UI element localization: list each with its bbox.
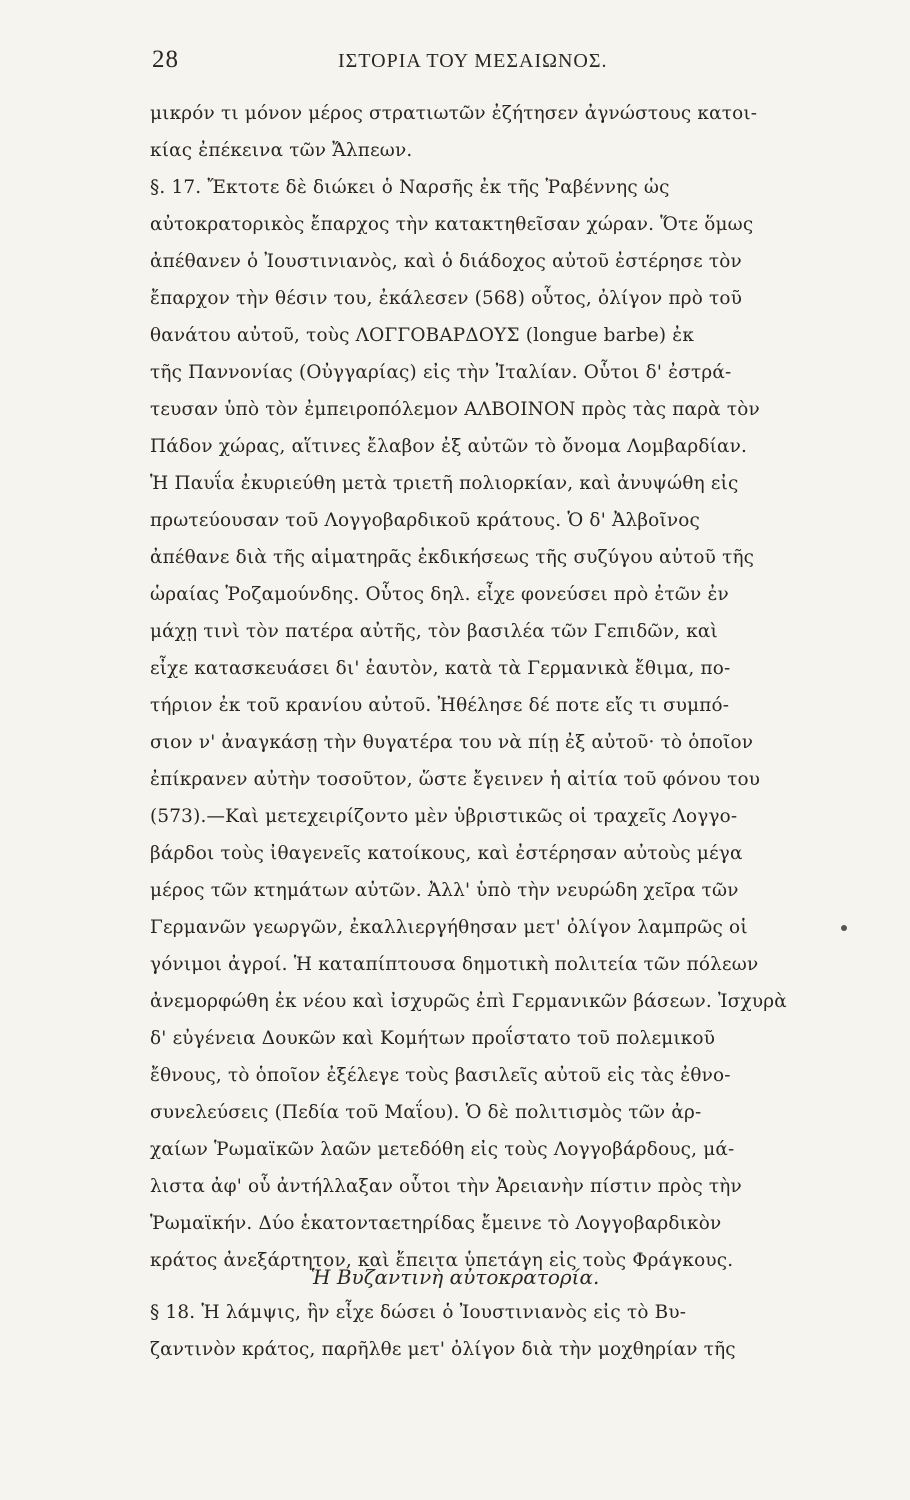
text-line: ἐπίκρανεν αὐτὴν τοσοῦτον, ὥστε ἔγεινεν ἡ αἰτία τοῦ φόνου του — [150, 769, 761, 790]
text-line: μέρος τῶν κτημάτων αὐτῶν. Ἀλλ' ὑπὸ τὴν νευρώδη χεῖρα τῶν — [150, 880, 739, 901]
text-line: δ' εὐγένεια Δουκῶν καὶ Κομήτων προΐστατο τοῦ πολεμικοῦ — [150, 1028, 716, 1049]
text-line: γόνιμοι ἀγροί. Ἡ καταπίπτουσα δημοτικὴ πολιτεία τῶν πόλεων — [150, 954, 759, 975]
text-line: κίας ἐπέκεινα τῶν Ἄλπεων. — [150, 140, 413, 161]
text-line: Πάδον χώρας, αἵτινες ἔλαβον ἐξ αὐτῶν τὸ ὄνομα Λομβαρδίαν. — [150, 436, 748, 457]
text-line: ἀπέθανε διὰ τῆς αἱματηρᾶς ἐκδικήσεως τῆς συζύγου αὐτοῦ τῆς — [150, 547, 755, 568]
text-line: ἔπαρχον τὴν θέσιν του, ἐκάλεσεν (568) οὗτος, ὀλίγον πρὸ τοῦ — [150, 288, 743, 309]
text-line: ζαντινὸν κράτος, παρῆλθε μετ' ὀλίγον διὰ τὴν μοχθηρίαν τῆς — [150, 1339, 736, 1360]
text-line: θανάτου αὐτοῦ, τοὺς ΛΟΓΓΟΒΑΡΔΟΥΣ (longue barbe) ἐκ — [150, 325, 695, 346]
text-line: Ῥωμαϊκήν. Δύο ἑκατονταετηρίδας ἔμεινε τὸ Λογγοβαρδικὸν — [150, 1213, 722, 1234]
page-number: 28 — [152, 46, 179, 73]
text-line: ὡραίας Ῥοζαμούνδης. Οὗτος δηλ. εἶχε φονεύσει πρὸ ἐτῶν ἐν — [150, 584, 729, 605]
page-header — [152, 46, 662, 78]
section-heading: Ἡ Βυζαντινὴ αὐτοκρατορία. — [310, 1265, 600, 1289]
text-line: ἀνεμορφώθη ἐκ νέου καὶ ἰσχυρῶς ἐπὶ Γερμανικῶν βάσεων. Ἰσχυρὰ — [150, 991, 787, 1012]
text-line: κράτος ἀνεξάρτητον, καὶ ἔπειτα ὑπετάγη εἰς τοὺς Φράγκους. — [150, 1250, 734, 1271]
text-line: ἔθνους, τὸ ὁποῖον ἐξέλεγε τοὺς βασιλεῖς αὐτοῦ εἰς τὰς ἐθνο- — [150, 1065, 731, 1086]
text-line: § 18. Ἡ λάμψις, ἣν εἶχε δώσει ὁ Ἰουστινιανὸς εἰς τὸ Βυ- — [150, 1302, 687, 1323]
text-line: σιον ν' ἀναγκάσῃ τὴν θυγατέρα του νὰ πίῃ ἐξ αὐτοῦ· τὸ ὁποῖον — [150, 732, 754, 753]
text-line: βάρδοι τοὺς ἰθαγενεῖς κατοίκους, καὶ ἐστέρησαν αὐτοὺς μέγα — [150, 843, 743, 864]
text-line: (573).—Καὶ μετεχειρίζοντο μὲν ὑβριστικῶς οἱ τραχεῖς Λογγο- — [150, 806, 738, 827]
text-line: συνελεύσεις (Πεδία τοῦ Μαΐου). Ὁ δὲ πολιτισμὸς τῶν ἀρ- — [150, 1102, 702, 1123]
text-line: τευσαν ὑπὸ τὸν ἐμπειροπόλεμον ΑΛΒΟΙΝΟΝ πρὸς τὰς παρὰ τὸν — [150, 399, 760, 420]
text-line: τήριον ἐκ τοῦ κρανίου αὐτοῦ. Ἠθέλησε δέ ποτε εἴς τι συμπό- — [150, 695, 730, 716]
text-line: λιστα ἀφ' οὗ ἀντήλλαξαν οὗτοι τὴν Ἀρειανὴν πίστιν πρὸς τὴν — [150, 1176, 742, 1197]
text-line: §. 17. Ἔκτοτε δὲ διώκει ὁ Ναρσῆς ἐκ τῆς Ῥαβέννης ὡς — [150, 177, 670, 198]
text-line: αὐτοκρατορικὸς ἔπαρχος τὴν κατακτηθεῖσαν χώραν. Ὅτε ὅμως — [150, 214, 754, 235]
ink-spot — [841, 925, 847, 931]
text-line: ἀπέθανεν ὁ Ἰουστινιανὸς, καὶ ὁ διάδοχος αὐτοῦ ἐστέρησε τὸν — [150, 251, 742, 272]
text-line: πρωτεύουσαν τοῦ Λογγοβαρδικοῦ κράτους. Ὁ δ' Ἀλβοῖνος — [150, 510, 701, 531]
text-line: τῆς Παννονίας (Οὐγγαρίας) εἰς τὴν Ἰταλίαν. Οὗτοι δ' ἐστρά- — [150, 362, 732, 383]
text-line: χαίων Ῥωμαϊκῶν λαῶν μετεδόθη εἰς τοὺς Λογγοβάρδους, μά- — [150, 1139, 735, 1160]
text-line: μικρόν τι μόνον μέρος στρατιωτῶν ἐζήτησεν ἀγνώστους κατοι- — [150, 103, 758, 124]
text-line: μάχῃ τινὶ τὸν πατέρα αὐτῆς, τὸν βασιλέα τῶν Γεπιδῶν, καὶ — [150, 621, 718, 642]
text-line: Ἡ Παυΐα ἐκυριεύθη μετὰ τριετῆ πολιορκίαν, καὶ ἀνυψώθη εἰς — [150, 473, 739, 494]
running-title: ΙΣΤΟΡΙΑ ΤΟΥ ΜΕΣΑΙΩΝΟΣ. — [338, 50, 608, 72]
text-line: εἶχε κατασκευάσει δι' ἑαυτὸν, κατὰ τὰ Γερμανικὰ ἔθιμα, πο- — [150, 658, 731, 679]
text-line: Γερμανῶν γεωργῶν, ἐκαλλιεργήθησαν μετ' ὀλίγον λαμπρῶς οἱ — [150, 917, 748, 938]
